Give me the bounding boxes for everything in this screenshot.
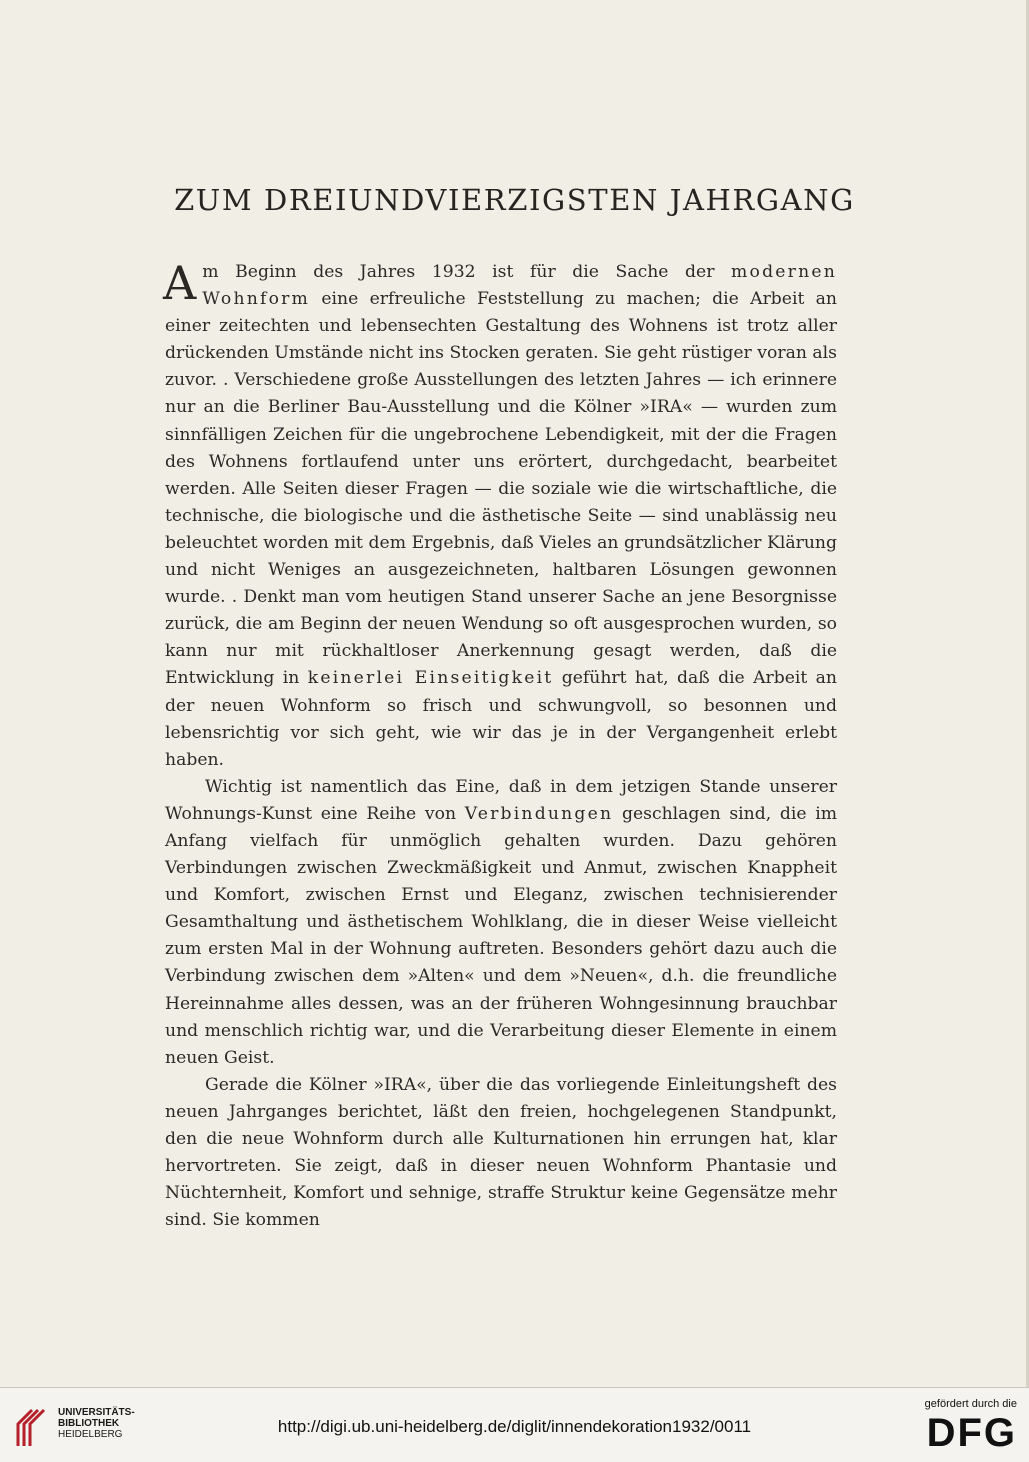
article-title: ZUM DREIUNDVIERZIGSTEN JAHRGANG — [174, 183, 855, 217]
emphasis-spaced: Verbindungen — [464, 803, 614, 824]
permalink-url[interactable]: http://digi.ub.uni-heidelberg.de/diglit/innendekoration1932/0011 — [277, 1417, 752, 1436]
paragraph-3: Gerade die Kölner »IRA«, über die das vorliegende Einleitungsheft des neuen Jahrganges berichtet, läßt den freien, hochgelegenen Standpunkt, den die neue Wohnform durch alle Kulturnationen hin errungen hat, klar hervortreten. Sie zeigt, daß in dieser neuen Wohnform Phantasie und Nüchternheit, Komfort und sehnige, straffe Struktur keine Gegensätze mehr sind. Sie kommen — [165, 1074, 837, 1231]
library-name: UNIVERSITÄTS- BIBLIOTHEK HEIDELBERG — [58, 1407, 135, 1440]
dfg-logo: DFG — [926, 1411, 1017, 1455]
funding-caption: gefördert durch die — [924, 1398, 1017, 1410]
emphasis-spaced: keinerlei Einseitigkeit — [307, 668, 554, 689]
paragraph-2: Wichtig ist namentlich das Eine, daß in dem jetzigen Stande unserer Wohnungs-Kunst eine Reihe von Verbindungen geschlagen sind, die im Anfang vielfach für unmöglich gehalten wurden. Dazu gehören Verbindungen zwischen Zweckmäßigkeit und Anmut, zwischen Knappheit und Komfort, zwischen Ernst und Eleganz, zwischen technisierender Gesamthaltung und ästhetischem Wohlklang, die in dieser Weise vielleicht zum ersten Mal in der Wohnung auftreten. Besonders gehört dazu auch die Verbindung zwischen dem »Alten« und dem »Neuen«, d.h. die freundliche Hereinnahme alles dessen, was an der früheren Wohngesinnung brauchbar und menschlich richtig war, und die Verarbeitung dieser Elemente in einem neuen Geist. — [165, 776, 837, 1068]
drop-cap: A — [163, 256, 197, 310]
article-body — [163, 256, 837, 1234]
emphasis-spaced: modernen Wohnform — [202, 262, 837, 310]
digitization-footer — [0, 1387, 1029, 1462]
paragraph-1: Am Beginn des Jahres 1932 ist für die Sache der modernen Wohnform eine erfreuliche Feststellung zu machen; die Arbeit an einer zeitechten und lebensechten Gestaltung des Wohnens ist trotz aller drückenden Umstände nicht ins Stocken geraten. Sie geht rüstiger voran als zuvor. . Verschiedene große Ausstellungen des letzten Jahres — ich erinnere nur an die Berliner Bau-Ausstellung und die Kölner »IRA« — wurden zum sinnfälligen Zeichen für die ungebrochene Lebendigkeit, mit der die Fragen des Wohnens fortlaufend unter uns erörtert, durchgedacht, bearbeitet werden. Alle Seiten dieser Fragen — die soziale wie die wirtschaftliche, die technische, die biologische und die ästhetische Seite — sind unablässig neu beleuchtet worden mit dem Ergebnis, daß Vieles an grundsätzlicher Klärung und nicht Weniges an ausgezeichneten, haltbaren Lösungen gewonnen wurde. . Denkt man vom heutigen Stand unserer Sache an jene Besorgnisse zurück, die am Beginn der neuen Wendung so oft ausgesprochen wurden, so kann nur mit rückhaltloser Anerkennung gesagt werden, daß die Entwicklung in keinerlei Einseitigkeit geführt hat, daß die Arbeit an der neuen Wohnform so frisch und schwungvoll, so besonnen und lebensrichtig vor sich geht, wie wir das je in der Vergangenheit erlebt haben. — [163, 256, 837, 770]
